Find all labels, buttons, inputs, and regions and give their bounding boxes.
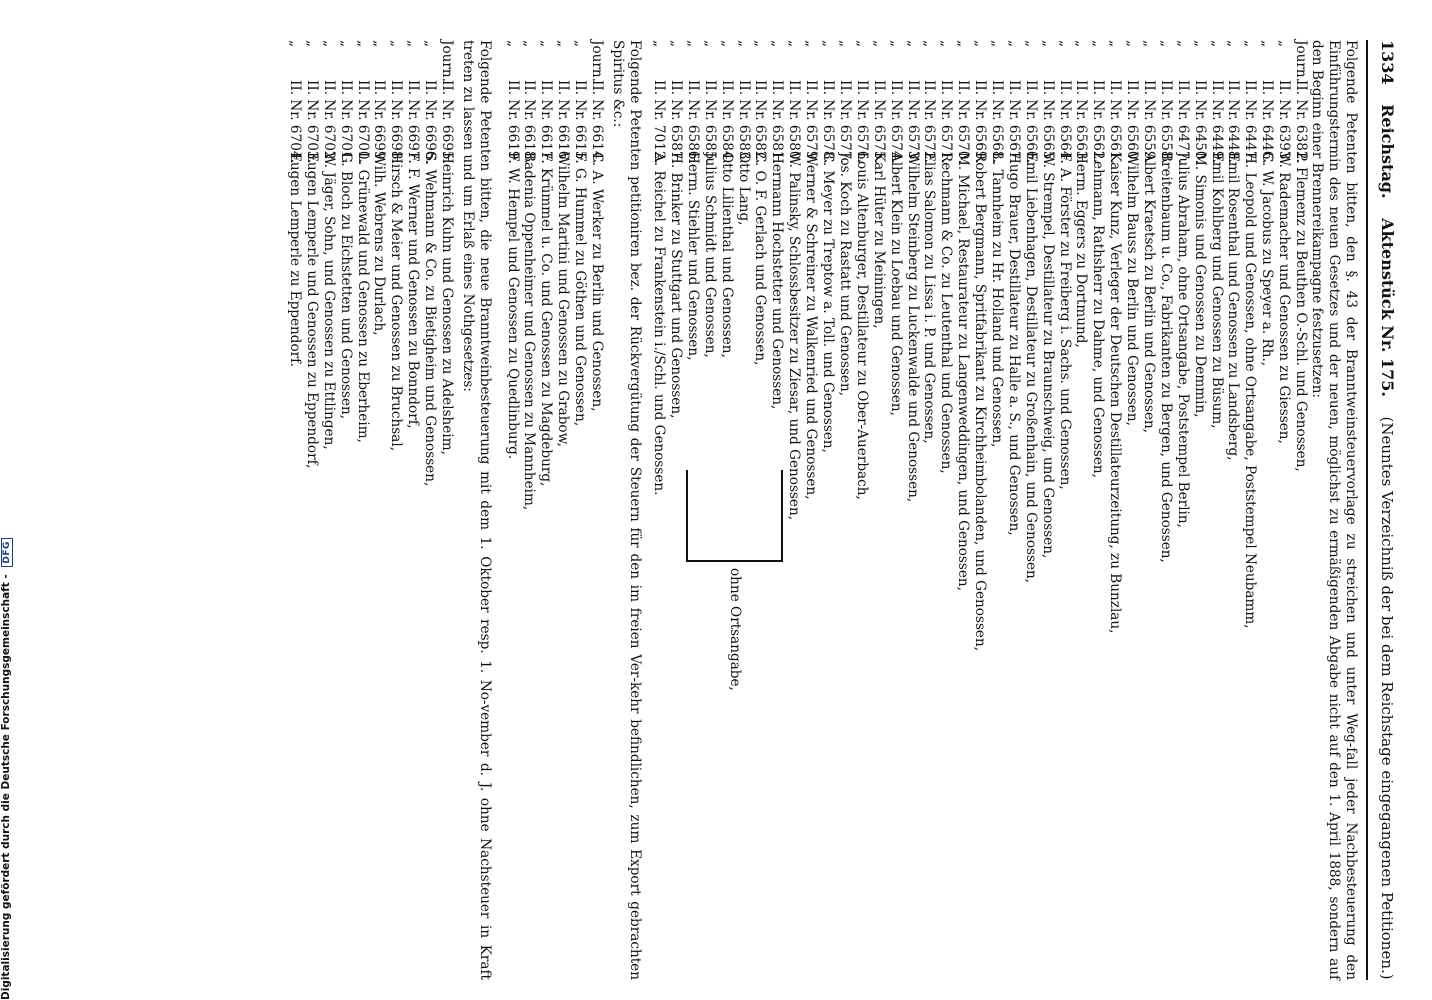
- petitioner-text: Rechmann & Co. zu Leutenthal und Genossen,: [938, 152, 955, 474]
- petition-row: [1225, 40, 1242, 980]
- petitioner-text: Hugo Brauer, Destillateur zu Halle a. S., und Genossen,: [1005, 152, 1022, 536]
- journal-number: II. Nr. 6617.: [538, 80, 555, 164]
- petition-row: [1073, 40, 1090, 980]
- journal-number: II. Nr. 6579.: [803, 80, 820, 164]
- intro-section: [1308, 40, 1359, 980]
- petitioner-text: Wilh. Webrens zu Durlach,: [371, 152, 388, 336]
- petitioner-text: Wilhelm Martini und Genossen zu Grabow,: [555, 152, 572, 447]
- petitioner-text: Lehmann, Rathsherr zu Dahme, und Genossen,: [1090, 152, 1107, 478]
- petitioner-text: Breitenbaum u. Co., Fabrikanten zu Bergen, und Genossen,: [1157, 152, 1174, 563]
- journal-prefix: „: [1225, 40, 1242, 48]
- petitioner-text: Julius Schmidt und Genossen,: [701, 152, 718, 358]
- journal-number: II. Nr. 6619.: [504, 80, 521, 164]
- brace-tick: [781, 470, 783, 560]
- journal-prefix: „: [1022, 40, 1039, 48]
- petitioner-text: M. Simonis und Genossen zu Demmin,: [1191, 152, 1208, 418]
- petition-row: [1056, 40, 1073, 980]
- journal-number: II. Nr. 6615.: [572, 80, 589, 164]
- petitioner-text: W. Jäger, Sohn, und Genossen zu Ettlingen,: [320, 152, 337, 450]
- journal-number: II. Nr. 6568.: [988, 80, 1005, 164]
- journal-number: II. Nr. 6558.: [1157, 80, 1174, 164]
- journal-number: II. Nr. 6559.: [1140, 80, 1157, 164]
- petitioner-text: Hermann Hochstetter und Genossen,: [769, 152, 786, 410]
- journal-prefix: „: [870, 40, 887, 48]
- petitioner-text: Hirsch & Meier und Genossen zu Bruchsal,: [388, 152, 405, 452]
- petitioner-text: W. Palinsky, Schlossbesitzer zu Ziesar, und Genossen,: [786, 152, 803, 521]
- petition-row: [1275, 40, 1292, 980]
- journal-prefix: „: [1140, 40, 1157, 48]
- petitioner-text: Robert Bergmann, Spritfabrikant zu Kirchheimbolanden, und Genossen,: [972, 152, 989, 652]
- journal-number: II. Nr. 6393.: [1276, 80, 1293, 164]
- journal-number: II. Nr. 6450.: [1191, 80, 1208, 164]
- petition-row: [1005, 40, 1022, 980]
- journal-prefix: „: [1174, 40, 1191, 48]
- petition-row: [1174, 40, 1191, 980]
- journal-prefix: „: [735, 40, 752, 48]
- petitioner-text: L. Tannheim zu Hr. Holland und Genossen,: [988, 152, 1005, 448]
- petition-row: [404, 40, 421, 980]
- petition-row: [320, 40, 337, 980]
- intro-paragraph: Folgende Petenten bitten, den §. 43 der Branntweinsteuervorlage zu streichen und unter Weg-fall jeder Nachbesteuerung den Einführungstermin des neuen Gesetzes und der neuen, möglichst zu ermäßigenden Abgabe nicht auf den 1. April 1888, sondern auf den Beginn einer Brennereikampagne festzusetzen:: [1309, 40, 1359, 980]
- petition-row: [819, 40, 836, 980]
- page-header: [1369, 40, 1395, 990]
- petition-row: [303, 40, 320, 980]
- journal-number: II. Nr. 6614.: [589, 80, 605, 164]
- petition-row: [701, 40, 718, 980]
- journal-prefix: „: [354, 40, 371, 48]
- credit-text: Digitalisierung gefördert durch die Deutsche Forschungsgemeinschaft -: [0, 574, 12, 1000]
- journal-prefix: „: [820, 40, 837, 48]
- petition-row: [1089, 40, 1106, 980]
- petition-row: [1106, 40, 1123, 980]
- petition-row: [571, 40, 588, 980]
- journal-prefix: „: [538, 40, 555, 48]
- petition-row: [1157, 40, 1174, 980]
- journal-number: II. Nr. 6570.: [955, 80, 972, 164]
- petitioner-text: Herm. Stiehler und Genossen,: [684, 152, 701, 361]
- petitioner-text: W. Rademacher und Genossen zu Giessen,: [1276, 152, 1293, 444]
- petitioner-text: F. F. Werner und Genossen zu Bonndorf,: [405, 152, 422, 429]
- journal-number: II. Nr. 6704.: [286, 80, 303, 164]
- journal-number: II. Nr. 6449.: [1208, 80, 1225, 164]
- petitioner-text: Karl Hüter zu Meiningen,: [870, 152, 887, 329]
- petitioner-text: M. Michael, Restaurateur zu Langenweddingen, und Genossen,: [955, 152, 972, 592]
- petition-row: [718, 40, 735, 980]
- petitioner-text: Jos. Koch zu Rastatt und Genossen,: [836, 152, 853, 397]
- petitioner-text: Albert Klein zu Loebau und Genossen,: [887, 152, 904, 416]
- journal-number: II. Nr. 6382.: [1293, 80, 1309, 164]
- petition-row: [870, 40, 887, 980]
- petition-row: [802, 40, 819, 980]
- petitioner-text: Emil Liebenhagen, Destillateur zu Großenhain, und Genossen,: [1022, 152, 1039, 584]
- petition-row: [1208, 40, 1225, 980]
- journal-prefix: „: [1005, 40, 1022, 48]
- petitioner-text: H. Brinker zu Stuttgart und Genossen,: [668, 152, 685, 419]
- petition-row: [1191, 40, 1208, 980]
- petitioner-text: F. A. Förster zu Freiberg i. Sachs. und Genossen,: [1056, 152, 1073, 490]
- digitization-credit: [0, 541, 13, 1000]
- petition-row: [988, 40, 1005, 980]
- petitioner-text: A. Reichel zu Frankenstein i./Schl. und Genossen.: [651, 152, 668, 496]
- header-rule: [1366, 40, 1368, 980]
- journal-number: II. Nr. 7012.: [651, 80, 668, 164]
- journal-prefix: „: [921, 40, 938, 48]
- petitioner-text: Werner & Schreiner zu Walkenried und Genossen,: [803, 152, 820, 500]
- journal-number: II. Nr. 6562.: [1090, 80, 1107, 164]
- petition-row: [937, 40, 954, 980]
- journal-prefix: „: [555, 40, 572, 48]
- petitioner-text: Louis Altenburger, Destillateur zu Ober-Auerbach,: [853, 152, 870, 500]
- journal-number: II. Nr. 6575.: [870, 80, 887, 164]
- petition-row: [752, 40, 769, 980]
- journal-number: II. Nr. 6695.: [439, 80, 455, 164]
- journal-prefix: „: [803, 40, 820, 48]
- petition-row: [1123, 40, 1140, 980]
- journal-prefix: „: [1039, 40, 1056, 48]
- dfg-logo: DFG: [1, 538, 13, 567]
- journal-prefix: „: [504, 40, 521, 48]
- petition-row: [554, 40, 571, 980]
- journal-prefix: „: [668, 40, 685, 48]
- journal-prefix: „: [651, 40, 668, 48]
- petition-row: [1292, 40, 1309, 980]
- journal-number: II. Nr. 6564.: [1056, 80, 1073, 164]
- journal-number: II. Nr. 6582.: [752, 80, 769, 164]
- journal-number: II. Nr. 6696.: [422, 80, 439, 164]
- petition-list-2: [504, 40, 605, 980]
- petition-row: [354, 40, 371, 980]
- petitioner-text: C. Meyer zu Treptow a. Toll. und Genossen,: [820, 152, 837, 453]
- page-number: 1334: [1378, 40, 1397, 85]
- journal-prefix: „: [320, 40, 337, 48]
- petition-row: [735, 40, 752, 980]
- journal-prefix: „: [1191, 40, 1208, 48]
- section-title: Reichstag.: [1378, 104, 1397, 199]
- journal-number: II. Nr. 6584.: [718, 80, 735, 164]
- petition-row: [1140, 40, 1157, 980]
- petitioner-text: P. Flemenz zu Beuthen O.-Schl. und Genossen,: [1293, 152, 1309, 472]
- petition-row: [371, 40, 388, 980]
- petition-row: [785, 40, 802, 980]
- petitioner-text: H. Leopold und Genossen, ohne Ortsangabe, Poststempel Neubamm,: [1242, 152, 1259, 629]
- journal-number: II. Nr. 6702.: [320, 80, 337, 164]
- petitioner-text: C. O. F. Gerlach und Genossen,: [752, 152, 769, 366]
- journal-prefix: „: [887, 40, 904, 48]
- petition-row: [836, 40, 853, 980]
- petition-list-1: [650, 40, 1309, 980]
- journal-number: II. Nr. 6567.: [1005, 80, 1022, 164]
- journal-number: II. Nr. 6565.: [1039, 80, 1056, 164]
- paragraph-2-section: [609, 40, 643, 980]
- paragraph-3: Folgende Petenten bitten, die neue Branntweinbesteuerung mit dem 1. Oktober resp. 1. No-vember d. J. ohne Nachsteuer in Kraft treten zu lassen und um Erlaß eines Nothgesetzes:: [460, 40, 493, 980]
- journal-number: II. Nr. 6703.: [303, 80, 320, 164]
- journal-prefix: „: [1242, 40, 1259, 48]
- journal-number: II. Nr. 6616.: [555, 80, 572, 164]
- petitioner-text: Kaiser Kunz, Verleger der Deutschen Destillateurzeitung, zu Bunzlau,: [1107, 152, 1124, 634]
- petitioner-text: C. A. Werker zu Berlin und Genossen,: [589, 152, 605, 412]
- brace-label: ohne Ortsangabe,: [727, 568, 744, 691]
- journal-number: II. Nr. 6585.: [701, 80, 718, 164]
- petitioner-text: F. W. Hempel und Genossen zu Quedlinburg.: [504, 152, 521, 460]
- petition-row: [1022, 40, 1039, 980]
- journal-prefix: „: [1157, 40, 1174, 48]
- journal-prefix: „: [303, 40, 320, 48]
- journal-number: II. Nr. 6587.: [668, 80, 685, 164]
- petitioner-text: Julius Abraham, ohne Ortsangabe, Poststempel Berlin,: [1174, 152, 1191, 528]
- document-number: Aktenstück Nr. 175.: [1378, 218, 1397, 397]
- document-page: [15, 30, 1395, 990]
- brace-tick: [686, 470, 688, 560]
- journal-prefix: Journ.: [439, 40, 455, 82]
- journal-number: II. Nr. 6576.: [853, 80, 870, 164]
- petitioner-text: Emil Rosenthal und Genossen zu Landsberg,: [1225, 152, 1242, 461]
- journal-number: II. Nr. 6573.: [904, 80, 921, 164]
- petition-row: [1241, 40, 1258, 980]
- journal-prefix: Journ.: [589, 40, 605, 82]
- petition-row: [853, 40, 870, 980]
- petitioner-text: Emil Kohlberg und Genossen zu Büsum,: [1208, 152, 1225, 429]
- journal-prefix: „: [1259, 40, 1276, 48]
- petitioner-text: F. G. Hummel zu Göthen und Genossen,: [572, 152, 589, 427]
- journal-prefix: „: [853, 40, 870, 48]
- journal-number: II. Nr. 6571.: [938, 80, 955, 164]
- journal-number: II. Nr. 6580.: [786, 80, 803, 164]
- journal-prefix: „: [286, 40, 303, 48]
- petitioner-text: Heinrich Kuhn und Genossen zu Adelsheim,: [439, 152, 455, 455]
- petitioner-text: Wilhelm Bauss zu Berlin und Genossen,: [1124, 152, 1141, 426]
- petition-row: [1039, 40, 1056, 980]
- journal-number: II. Nr. 6561.: [1107, 80, 1124, 164]
- journal-number: II. Nr. 6698.: [388, 80, 405, 164]
- journal-prefix: „: [1107, 40, 1124, 48]
- petition-list-3: [286, 40, 455, 980]
- journal-prefix: „: [521, 40, 538, 48]
- petition-row: [588, 40, 605, 980]
- journal-number: II. Nr. 6583.: [735, 80, 752, 164]
- petition-row: [387, 40, 404, 980]
- petition-row: [667, 40, 684, 980]
- journal-prefix: „: [718, 40, 735, 48]
- journal-prefix: „: [955, 40, 972, 48]
- journal-prefix: „: [388, 40, 405, 48]
- petition-row: [971, 40, 988, 980]
- journal-prefix: Journ.: [1293, 40, 1309, 82]
- journal-prefix: „: [786, 40, 803, 48]
- journal-prefix: „: [1090, 40, 1107, 48]
- petitioner-text: G. Bloch zu Eichstetten und Genossen,: [337, 152, 354, 420]
- journal-number: II. Nr. 6700.: [354, 80, 371, 164]
- journal-prefix: „: [422, 40, 439, 48]
- journal-prefix: „: [836, 40, 853, 48]
- petitioner-text: Elias Salomon zu Lissa i. P. und Genossen,: [921, 152, 938, 444]
- petitioner-text: L. Grünewald und Genossen zu Eberheim,: [354, 152, 371, 443]
- petition-row: [521, 40, 538, 980]
- petitioner-text: Badenia Oppenheimer und Genossen zu Mannheim,: [521, 152, 538, 511]
- journal-number: II. Nr. 6447.: [1242, 80, 1259, 164]
- petition-row: [537, 40, 554, 980]
- journal-number: II. Nr. 6477.: [1174, 80, 1191, 164]
- journal-prefix: „: [904, 40, 921, 48]
- journal-number: II. Nr. 6577.: [836, 80, 853, 164]
- paragraph-2: Folgende Petenten petitioniren bez. der Rückvergütung der Steuern für den im freien Ver-kehr befindlichen, zum Export gebrachten Spiritus &c.:: [610, 40, 643, 980]
- page-subtitle: (Neuntes Verzeichniß der bei dem Reichstage eingegangenen Petitionen.): [1378, 416, 1396, 980]
- petition-row: [921, 40, 938, 980]
- petitioner-text: Otto Lang,: [735, 152, 752, 226]
- journal-number: II. Nr. 6569.: [972, 80, 989, 164]
- petitioner-text: S. Wehmann & Co. zu Bietigheim und Genossen,: [422, 152, 439, 487]
- brace-line: [686, 560, 783, 562]
- petitioner-text: Otto Lilienthal und Genossen,: [718, 152, 735, 358]
- journal-prefix: „: [337, 40, 354, 48]
- petition-row: [650, 40, 667, 980]
- journal-number: II. Nr. 6578.: [820, 80, 837, 164]
- petitioner-text: F. Krümmel u. Co. und Genossen zu Magdeburg,: [538, 152, 555, 487]
- petition-row: [337, 40, 354, 980]
- journal-prefix: „: [572, 40, 589, 48]
- journal-prefix: „: [769, 40, 786, 48]
- journal-number: II. Nr. 6574.: [887, 80, 904, 164]
- journal-prefix: „: [1056, 40, 1073, 48]
- petitioner-text: Albert Kraetsch zu Berlin und Genossen,: [1140, 152, 1157, 434]
- journal-prefix: „: [1124, 40, 1141, 48]
- journal-number: II. Nr. 6586.: [684, 80, 701, 164]
- petition-row: [421, 40, 438, 980]
- journal-number: II. Nr. 6699.: [371, 80, 388, 164]
- journal-number: II. Nr. 6560.: [1124, 80, 1141, 164]
- journal-prefix: „: [988, 40, 1005, 48]
- journal-prefix: „: [1073, 40, 1090, 48]
- petition-row: [887, 40, 904, 980]
- journal-number: II. Nr. 6581.: [769, 80, 786, 164]
- journal-number: II. Nr. 6563.: [1073, 80, 1090, 164]
- petitioner-text: Herm. Eggers zu Dortmund,: [1073, 152, 1090, 348]
- journal-prefix: „: [752, 40, 769, 48]
- petition-row: [504, 40, 521, 980]
- journal-prefix: „: [938, 40, 955, 48]
- journal-number: II. Nr. 6572.: [921, 80, 938, 164]
- journal-number: II. Nr. 6566.: [1022, 80, 1039, 164]
- petition-row: [438, 40, 455, 980]
- petitioner-text: Eugen Lemperle und Genossen zu Eppendorf,: [303, 152, 320, 469]
- journal-number: II. Nr. 6448.: [1225, 80, 1242, 164]
- petitioner-text: Eugen Lemperle zu Eppendorf.: [286, 152, 303, 368]
- petition-row: [954, 40, 971, 980]
- journal-number: II. Nr. 6697.: [405, 80, 422, 164]
- journal-prefix: „: [1276, 40, 1293, 48]
- journal-number: II. Nr. 6701.: [337, 80, 354, 164]
- petitioner-text: Wilhelm Steinberg zu Luckenwalde und Genossen,: [904, 152, 921, 503]
- paragraph-3-section: [459, 40, 493, 980]
- journal-prefix: „: [1208, 40, 1225, 48]
- petitioner-text: C. W. Jacobus zu Speyer a. Rh.,: [1259, 152, 1276, 367]
- petition-row: [904, 40, 921, 980]
- journal-prefix: „: [701, 40, 718, 48]
- petition-row: [1258, 40, 1275, 980]
- journal-prefix: „: [371, 40, 388, 48]
- petition-row: [286, 40, 303, 980]
- petitioner-text: W. Strempel, Destillateur zu Braunschweig, und Genossen,: [1039, 152, 1056, 559]
- journal-number: II. Nr. 6446.: [1259, 80, 1276, 164]
- journal-prefix: „: [972, 40, 989, 48]
- journal-prefix: „: [405, 40, 422, 48]
- journal-number: II. Nr. 6618.: [521, 80, 538, 164]
- journal-prefix: „: [684, 40, 701, 48]
